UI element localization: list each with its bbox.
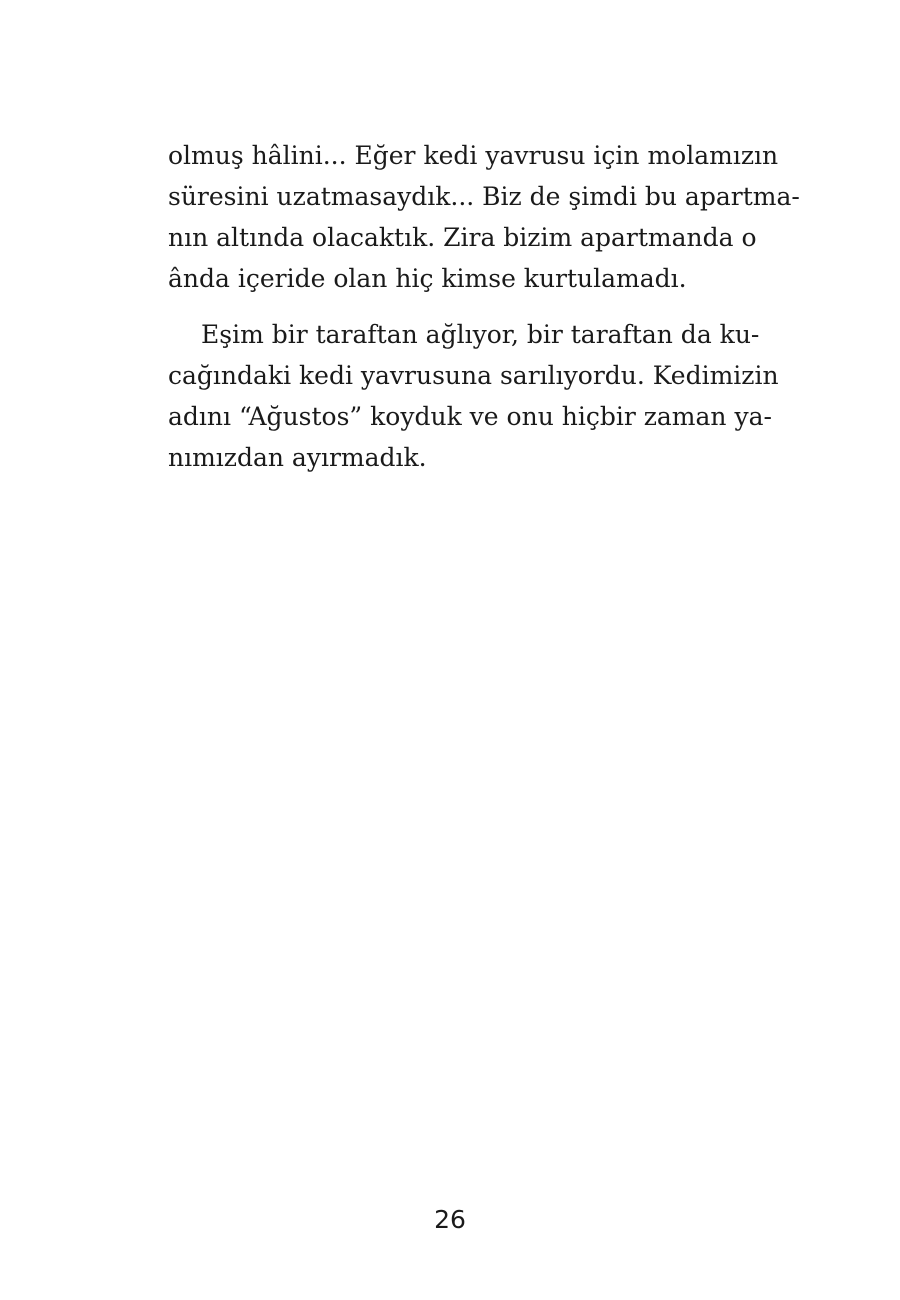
paragraph-2 (168, 314, 779, 478)
text-line: nımızdan ayırmadık. (168, 443, 427, 472)
text-line: adını “Ağustos” koyduk ve onu hiçbir zaman ya- (168, 402, 772, 431)
text-line: cağındaki kedi yavrusuna sarılıyordu. Kedimizin (168, 361, 779, 390)
text-line: Eşim bir taraftan ağlıyor, bir taraftan da ku- (201, 320, 760, 349)
text-line: nın altında olacaktık. Zira bizim apartmanda o (168, 223, 757, 252)
paragraph-1 (168, 135, 800, 299)
text-line: süresini uzatmasaydık... Biz de şimdi bu apartma- (168, 182, 800, 211)
body-text (168, 135, 800, 478)
page-number: 26 (434, 1205, 466, 1234)
text-line: ânda içeride olan hiç kimse kurtulamadı. (168, 264, 687, 293)
text-line: olmuş hâlini... Eğer kedi yavrusu için molamızın (168, 141, 779, 170)
paragraph-spacer (168, 299, 728, 314)
